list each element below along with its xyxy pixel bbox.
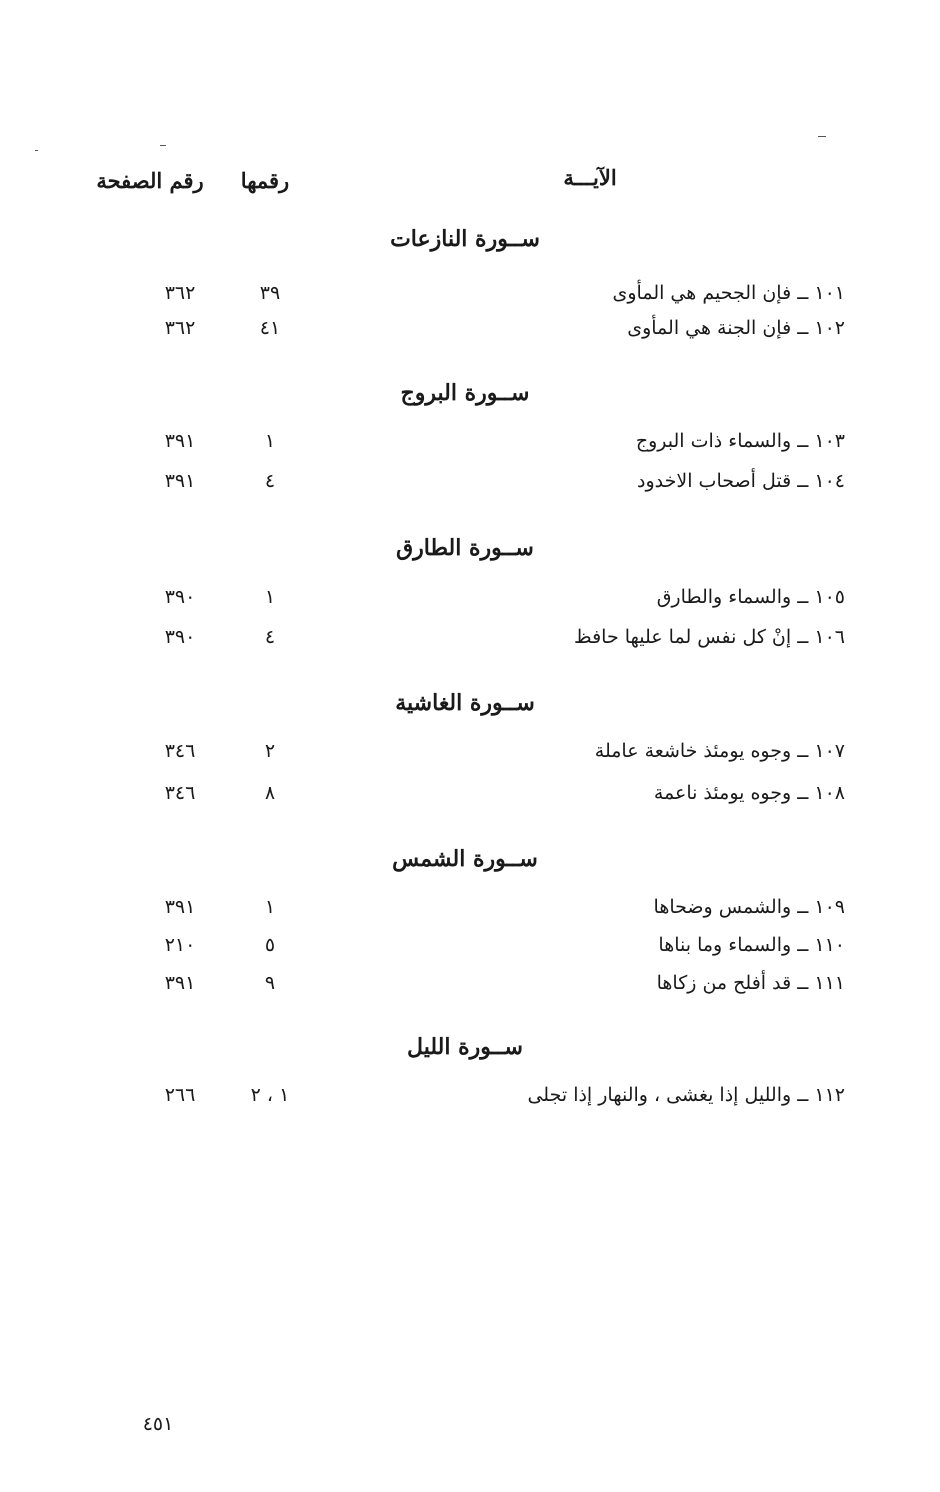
table-row bbox=[0, 782, 940, 814]
verse-number: ١ bbox=[264, 586, 276, 608]
table-row bbox=[0, 1084, 940, 1116]
verse-number: ١ ، ٢ bbox=[250, 1084, 290, 1106]
page-number: ٣٩١ bbox=[164, 972, 196, 994]
verse-text: ١٠٦ ــ إنْ كل نفس لما عليها حافظ bbox=[574, 626, 845, 648]
table-row bbox=[0, 430, 940, 462]
page-number: ٢٦٦ bbox=[164, 1084, 196, 1106]
verse-number: ١ bbox=[264, 896, 276, 918]
table-row bbox=[0, 896, 940, 928]
page-number: ٣٩١ bbox=[164, 470, 196, 492]
footer-page-number: ٤٥١ bbox=[142, 1413, 174, 1435]
verse-number: ٨ bbox=[264, 782, 276, 804]
verse-text: ١٠٨ ــ وجوه يومئذ ناعمة bbox=[653, 782, 845, 804]
verse-text: ١١٠ ــ والسماء وما بناها bbox=[658, 934, 845, 956]
header-verse: الآيـــة bbox=[563, 165, 617, 190]
table-row bbox=[0, 470, 940, 502]
page-number: ٣٦٢ bbox=[164, 282, 196, 304]
verse-text: ١٠٥ ــ والسماء والطارق bbox=[656, 586, 845, 608]
page-number: ٣٦٢ bbox=[164, 317, 196, 339]
surah-title: ســورة النازعات bbox=[390, 226, 540, 252]
page-number: ٣٩٠ bbox=[164, 626, 196, 648]
header-verse-number: رقمها bbox=[240, 168, 290, 193]
surah-title: ســورة الليل bbox=[407, 1034, 523, 1060]
verse-number: ١ bbox=[264, 430, 276, 452]
page-number: ٣٩١ bbox=[164, 430, 196, 452]
table-row bbox=[0, 626, 940, 658]
page-number: ٢١٠ bbox=[164, 934, 196, 956]
table-row bbox=[0, 317, 940, 349]
scan-speck bbox=[160, 145, 166, 146]
page-number: ٣٩١ bbox=[164, 896, 196, 918]
verse-text: ١٠٣ ــ والسماء ذات البروج bbox=[635, 430, 845, 452]
verse-number: ٥ bbox=[264, 934, 276, 956]
surah-title: ســورة البروج bbox=[400, 380, 530, 406]
verse-text: ١٠٢ ــ فإن الجنة هي المأوى bbox=[627, 317, 845, 339]
verse-text: ١٠٩ ــ والشمس وضحاها bbox=[653, 896, 845, 918]
verse-number: ٣٩ bbox=[259, 282, 281, 304]
verse-number: ٤ bbox=[264, 470, 276, 492]
table-row bbox=[0, 282, 940, 314]
verse-number: ٤ bbox=[264, 626, 276, 648]
page-number: ٣٤٦ bbox=[164, 782, 196, 804]
verse-number: ٩ bbox=[264, 972, 276, 994]
verse-text: ١٠٧ ــ وجوه يومئذ خاشعة عاملة bbox=[594, 740, 845, 762]
surah-title: ســورة الطارق bbox=[396, 535, 534, 561]
table-row bbox=[0, 586, 940, 618]
surah-title: ســورة الشمس bbox=[392, 846, 538, 872]
table-row bbox=[0, 740, 940, 772]
scan-speck bbox=[35, 150, 38, 151]
verse-number: ٤١ bbox=[259, 317, 281, 339]
surah-title: ســورة الغاشية bbox=[395, 690, 535, 716]
verse-text: ١٠١ ــ فإن الجحيم هي المأوى bbox=[612, 282, 845, 304]
scan-speck bbox=[818, 136, 826, 137]
verse-text: ١١٢ ــ والليل إذا يغشى ، والنهار إذا تجلى bbox=[527, 1084, 845, 1106]
table-row bbox=[0, 972, 940, 1004]
verse-number: ٢ bbox=[264, 740, 276, 762]
page-number: ٣٤٦ bbox=[164, 740, 196, 762]
header-page-number: رقم الصفحة bbox=[96, 168, 204, 193]
page-number: ٣٩٠ bbox=[164, 586, 196, 608]
table-row bbox=[0, 934, 940, 966]
verse-text: ١٠٤ ــ قتل أصحاب الاخدود bbox=[637, 470, 845, 492]
verse-text: ١١١ ــ قد أفلح من زكاها bbox=[656, 972, 845, 994]
